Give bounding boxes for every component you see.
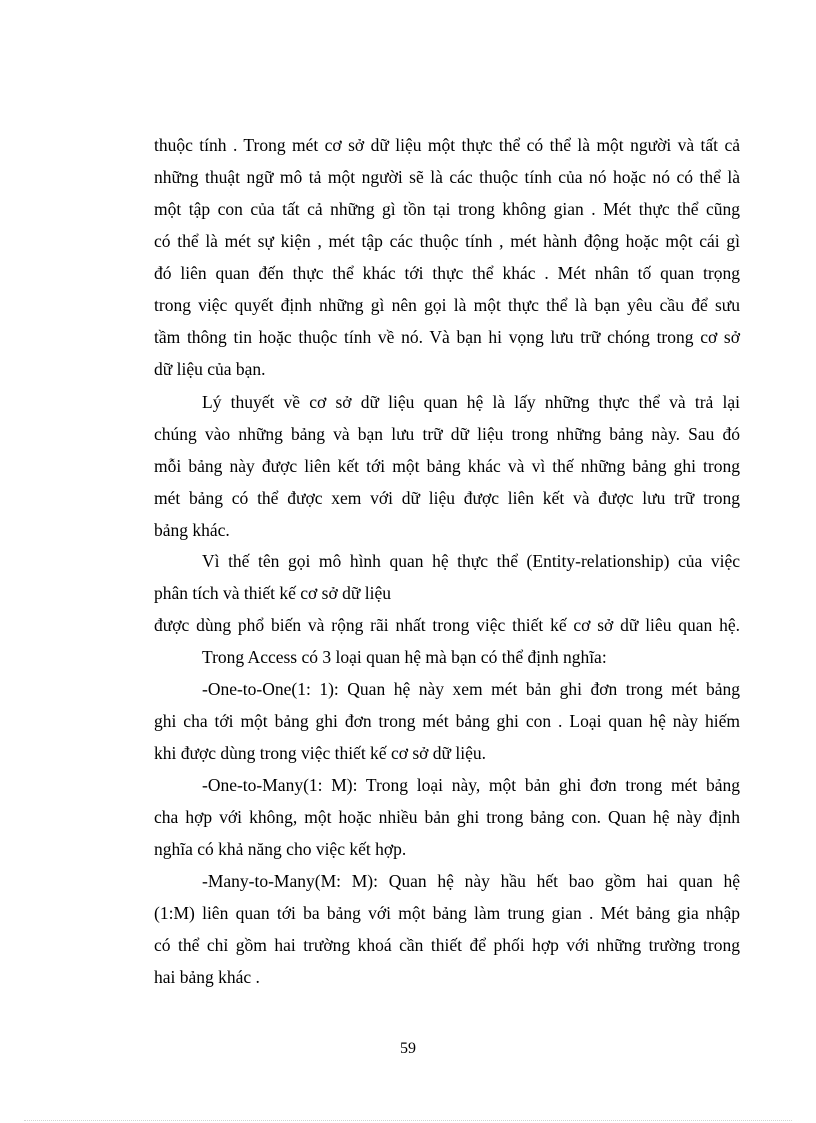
paragraph-1-line-3: một tập con của tất cả những gì tồn tại trong không gian . Mét thực thể cũng bbox=[154, 199, 740, 219]
paragraph-3-line-3: được dùng phổ biến và rộng rãi nhất trong việc thiết kế cơ sở dữ liêu quan hệ. bbox=[154, 615, 740, 635]
paragraph-1-line-8: dữ liệu của bạn. bbox=[154, 359, 266, 379]
paragraph-4-line-1: Trong Access có 3 loại quan hệ mà bạn có thể định nghĩa: bbox=[202, 647, 607, 667]
paragraph-1-line-4: có thể là mét sự kiện , mét tập các thuộc tính , mét hành động hoặc một cái gì bbox=[154, 231, 740, 251]
paragraph-6-line-2: cha hợp với không, một hoặc nhiều bản ghi trong bảng con. Quan hệ này định bbox=[154, 807, 740, 827]
paragraph-6-line-3: nghĩa có khả năng cho việc kết hợp. bbox=[154, 839, 407, 859]
paragraph-2-line-3: mỗi bảng này được liên kết tới một bảng khác và vì thế những bảng ghi trong bbox=[154, 456, 740, 476]
paragraph-6-line-1: -One-to-Many(1: M): Trong loại này, một bản ghi đơn trong mét bảng bbox=[202, 775, 740, 795]
paragraph-1-line-2: những thuật ngữ mô tả một người sẽ là các thuộc tính của nó hoặc nó có thể là bbox=[154, 167, 740, 187]
paragraph-2-line-4: mét bảng có thể được xem với dữ liệu được liên kết và được lưu trữ trong bbox=[154, 488, 740, 508]
paragraph-1-line-1: thuộc tính . Trong mét cơ sở dữ liệu một thực thể có thể là một người và tất cả bbox=[154, 135, 740, 155]
paragraph-5-line-3: khi được dùng trong việc thiết kế cơ sở dữ liệu. bbox=[154, 743, 487, 763]
paragraph-1-line-6: trong việc quyết định những gì nên gọi là một thực thể là bạn yêu cầu để sưu bbox=[154, 295, 740, 315]
paragraph-2-line-1: Lý thuyết về cơ sở dữ liệu quan hệ là lấy những thực thể và trả lại bbox=[202, 392, 740, 412]
page-number: 59 bbox=[400, 1040, 416, 1057]
paragraph-7-line-4: hai bảng khác . bbox=[154, 967, 260, 987]
paragraph-2-line-5: bảng khác. bbox=[154, 520, 230, 540]
page-bottom-border bbox=[24, 1120, 792, 1121]
paragraph-1-line-7: tầm thông tin hoặc thuộc tính về nó. Và bạn hi vọng lưu trữ chóng trong cơ sở bbox=[154, 327, 740, 347]
paragraph-5-line-1: -One-to-One(1: 1): Quan hệ này xem mét bản ghi đơn trong mét bảng bbox=[202, 679, 740, 699]
paragraph-7-line-3: có thể chỉ gồm hai trường khoá cần thiết để phối hợp với những trường trong bbox=[154, 935, 740, 955]
paragraph-7-line-1: -Many-to-Many(M: M): Quan hệ này hầu hết bao gồm hai quan hệ bbox=[202, 871, 740, 891]
paragraph-2-line-2: chúng vào những bảng và bạn lưu trữ dữ liệu trong những bảng này. Sau đó bbox=[154, 424, 740, 444]
paragraph-3-line-2: phân tích và thiết kế cơ sở dữ liệu bbox=[154, 583, 391, 603]
paragraph-1-line-5: đó liên quan đến thực thể khác tới thực thể khác . Mét nhân tố quan trọng bbox=[154, 263, 740, 283]
paragraph-7-line-2: (1:M) liên quan tới ba bảng với một bảng làm trung gian . Mét bảng gia nhập bbox=[154, 903, 740, 923]
paragraph-5-line-2: ghi cha tới một bảng ghi đơn trong mét bảng ghi con . Loại quan hệ này hiếm bbox=[154, 711, 740, 731]
paragraph-3-line-1: Vì thế tên gọi mô hình quan hệ thực thể (Entity-relationship) của việc bbox=[202, 551, 740, 571]
